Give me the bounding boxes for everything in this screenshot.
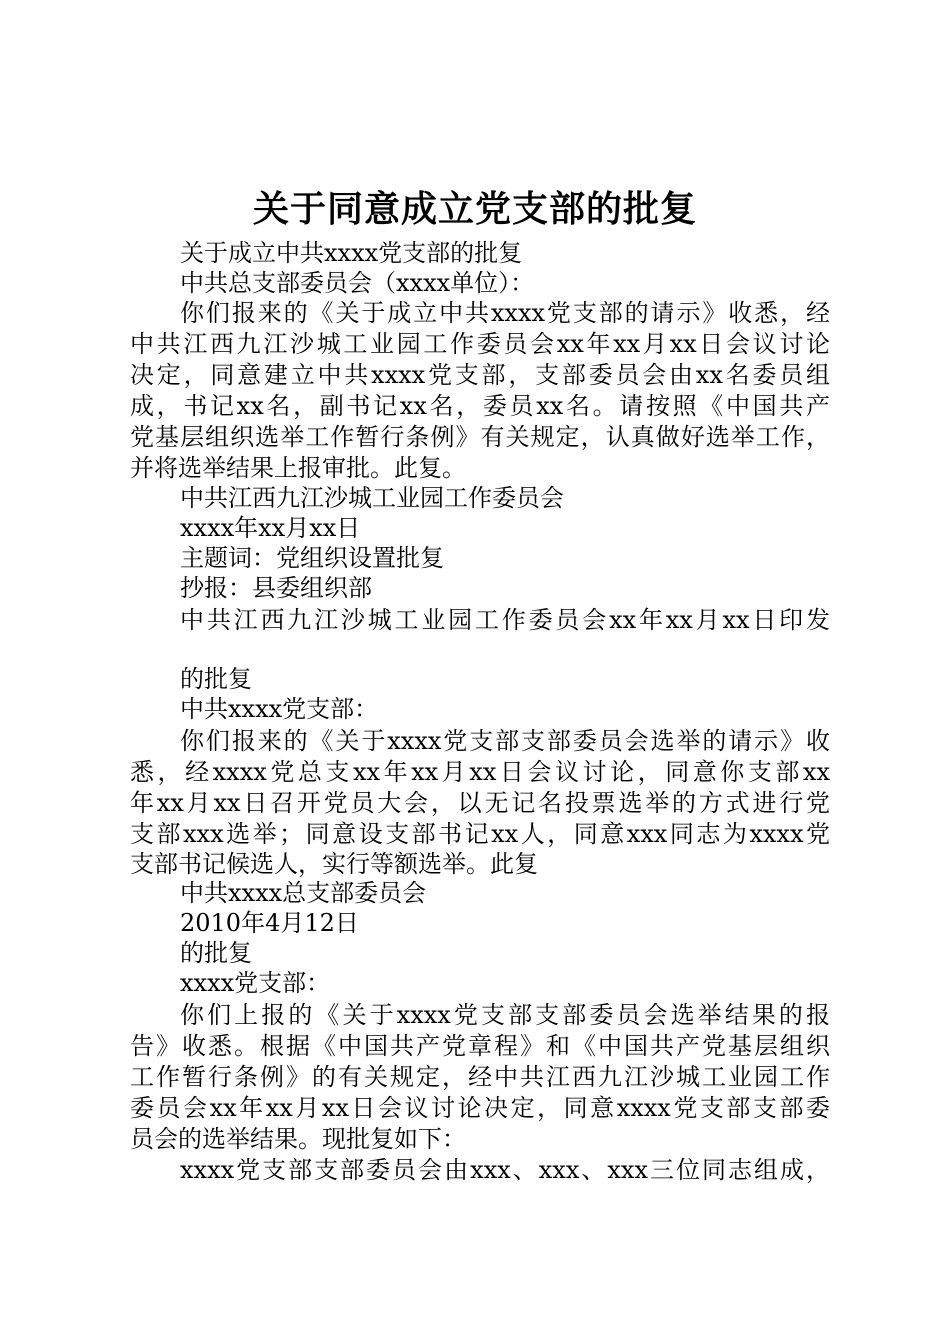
text-line: 关于成立中共xxxx党支部的批复 bbox=[180, 239, 523, 267]
text-line: 中共总支部委员会（xxxx单位）： bbox=[180, 269, 535, 297]
text-line: xxxx党支部： bbox=[180, 969, 331, 997]
text-line: 告》收悉。根据《中国共产党章程》和《中国共产党基层组织 bbox=[130, 1032, 830, 1060]
text-line: 中共xxxx党支部： bbox=[180, 695, 379, 723]
text-line: 你们报来的《关于xxxx党支部支部委员会选举的请示》收 bbox=[180, 727, 830, 755]
text-line: 的批复 bbox=[180, 939, 252, 967]
text-line: 你们报来的《关于成立中共xxxx党支部的请示》收悉，经 bbox=[180, 299, 830, 327]
text-line: 并将选举结果上报审批。此复。 bbox=[130, 454, 466, 482]
text-line: xxxx年xx月xx日 bbox=[180, 514, 361, 542]
text-line: 年xx月xx日召开党员大会，以无记名投票选举的方式进行党 bbox=[130, 789, 830, 817]
text-line: 抄报：县委组织部 bbox=[180, 574, 372, 602]
text-line: 成，书记xx名，副书记xx名，委员xx名。请按照《中国共产 bbox=[130, 392, 830, 420]
text-line: 支部书记候选人，实行等额选举。此复 bbox=[130, 850, 538, 878]
document-title: 关于同意成立党支部的批复 bbox=[252, 188, 697, 230]
text-line: 员会的选举结果。现批复如下： bbox=[130, 1125, 466, 1153]
text-line: xxxx党支部支部委员会由xxx、xxx、xxx三位同志组成， bbox=[180, 1156, 830, 1184]
text-line: 主题词：党组织设置批复 bbox=[180, 544, 444, 572]
text-line: 你们上报的《关于xxxx党支部支部委员会选举结果的报 bbox=[180, 1001, 830, 1029]
text-line: 中共江西九江沙城工业园工作委员会 bbox=[180, 484, 564, 512]
text-line: 党基层组织选举工作暂行条例》有关规定，认真做好选举工作， bbox=[130, 423, 830, 451]
text-line: 悉，经xxxx党总支xx年xx月xx日会议讨论，同意你支部xx bbox=[130, 758, 830, 786]
text-line: 中共江西九江沙城工业园工作委员会xx年xx月xx日会议讨论 bbox=[130, 330, 830, 358]
text-line: 支部xxx选举；同意设支部书记xx人，同意xxx同志为xxxx党 bbox=[130, 820, 830, 848]
text-line: 2010年4月12日 bbox=[180, 909, 359, 937]
text-line: 工作暂行条例》的有关规定，经中共江西九江沙城工业园工作 bbox=[130, 1063, 830, 1091]
text-line: 的批复 bbox=[180, 665, 252, 693]
text-line: 委员会xx年xx月xx日会议讨论决定，同意xxxx党支部支部委 bbox=[130, 1094, 830, 1122]
text-line: 中共江西九江沙城工业园工作委员会xx年xx月xx日印发 bbox=[180, 606, 830, 634]
text-line: 中共xxxx总支部委员会 bbox=[180, 879, 427, 907]
text-line: 决定，同意建立中共xxxx党支部，支部委员会由xx名委员组 bbox=[130, 361, 830, 389]
